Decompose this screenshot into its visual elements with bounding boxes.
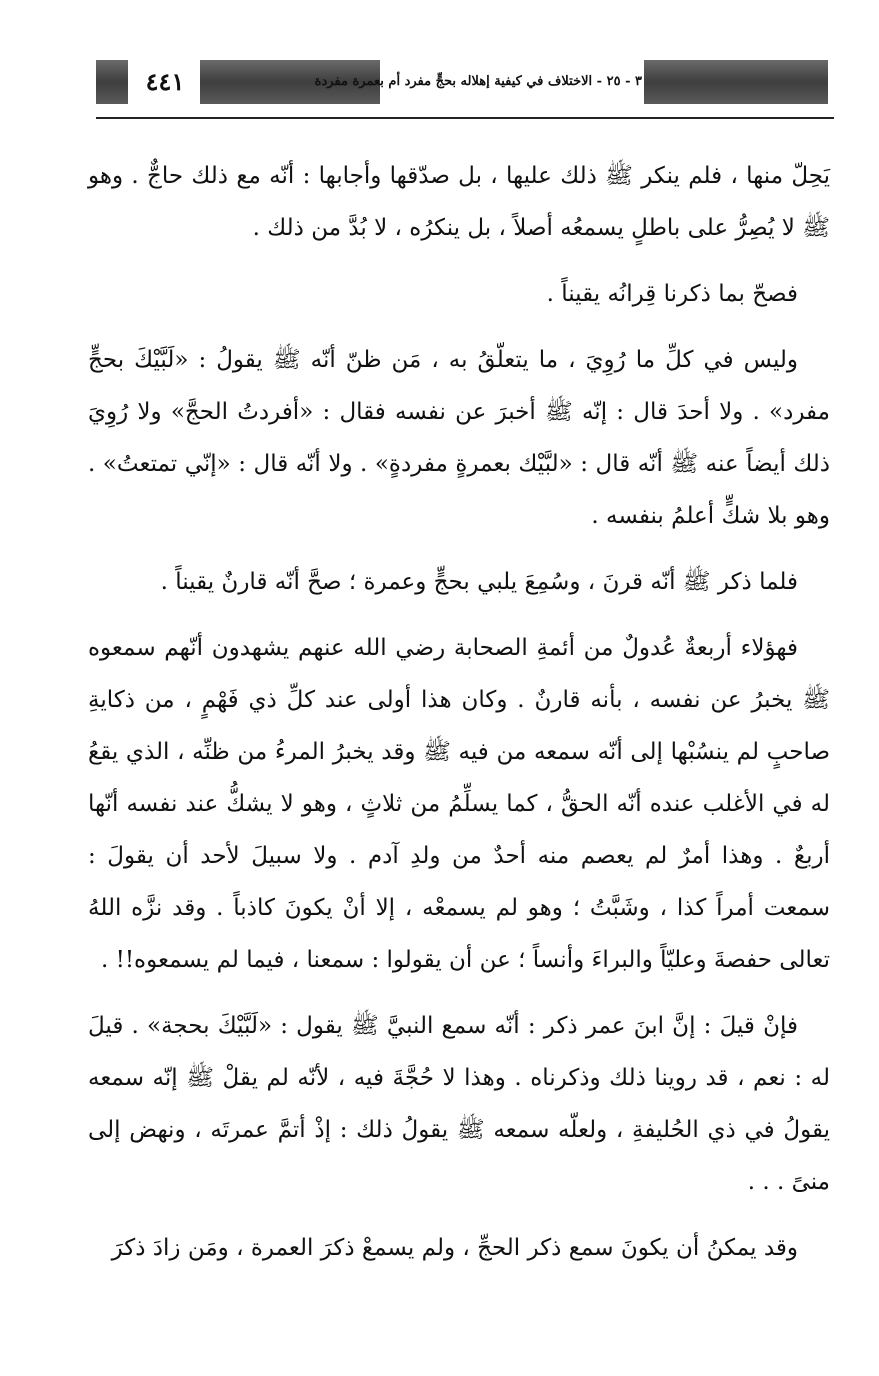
paragraph: فإنْ قيلَ : إنَّ ابنَ عمر ذكر : أنّه سمع النبيَّ ﷺ يقول : «لَبَّيْكَ بحجة» . قيلَ له : نعم ، قد روينا ذلك وذكرناه . وهذا لا حُجَّةَ فيه ، لأنّه لم يقلْ ﷺ إنّه سمعه يقولُ في ذي الحُليفةِ ، ولعلّه سمعه ﷺ يقولُ ذلك : إذْ أتمَّ عمرتَه ، ونهض إلى منىً . . . [88,1013,830,1195]
page-header [96,56,836,112]
paragraph: فصحّ بما ذكرنا قِرانُه يقيناً . [546,281,798,307]
body-text [88,150,830,1288]
header-ornament-left [96,60,128,104]
header-rule [96,117,834,119]
paragraph: فهؤلاء أربعةٌ عُدولٌ من أئمةِ الصحابة رضي الله عنهم يشهدون أنّهم سمعوه ﷺ يخبرُ عن نفسه ، بأنه قارنٌ . وكان هذا أولى عند كلِّ ذي فَهْمٍ ، من ذكايةِ صاحبٍ لم ينسُبْها إلى أنّه سمعه من فيه ﷺ وقد يخبرُ المرءُ من ظنِّه ، الذي يقعُ له في الأغلب عنده أنّه الحقُّ ، كما يسلِّمُ من ثلاثٍ ، وهو لا يشكُّ عند نفسه أنّها أربعٌ . وهذا أمرٌ لم يعصم منه أحدٌ من ولدِ آدم . ولا سبيلَ لأحد أن يقولَ : سمعت أمراً كذا ، وشَبَّتُ ؛ وهو لم يسمعْه ، إلا أنْ يكونَ كاذباً . وقد نزَّه اللهُ تعالى حفصةَ وعليّاً والبراءَ وأنساً ؛ عن أن يقولوا : سمعنا ، فيما لم يسمعوه!! . [88,635,830,973]
paragraph: فلما ذكر ﷺ أنّه قرنَ ، وسُمِعَ يلبي بحجٍّ وعمرة ؛ صحَّ أنّه قارنٌ يقيناً . [160,569,798,595]
paragraph: وقد يمكنُ أن يكونَ سمع ذكر الحجِّ ، ولم يسمعْ ذكرَ العمرة ، ومَن زادَ ذكرَ [111,1235,798,1261]
header-ornament-right [644,60,828,104]
paragraph: وليس في كلِّ ما رُوِيَ ، ما يتعلّقُ به ، مَن ظنّ أنّه ﷺ يقولُ : «لَبَّيْكَ بحجٍّ مفرد» . ولا أحدَ قال : إنّه ﷺ أخبرَ عن نفسه فقال : «أفردتُ الحجَّ» ولا رُوِيَ ذلك أيضاً عنه ﷺ أنّه قال : «لبَّيْك بعمرةٍ مفردةٍ» . ولا أنّه قال : «إنّي تمتعتُ» . وهو بلا شكٍّ أعلمُ بنفسه . [88,347,830,529]
page-number: ٤٤١ [145,67,185,96]
running-title: ٣ - ٢٥ - الاختلاف في كيفية إهلاله بحجٍّ مفرد أم بعمرة مفردة [314,74,642,89]
paragraph: يَحِلّ منها ، فلم ينكر ﷺ ذلك عليها ، بل صدّقها وأجابها : أنّه مع ذلك حاجٌّ . وهو ﷺ لا يُصِرُّ على باطلٍ يسمعُه أصلاً ، بل ينكرُه ، لا بُدَّ من ذلك . [88,163,830,241]
